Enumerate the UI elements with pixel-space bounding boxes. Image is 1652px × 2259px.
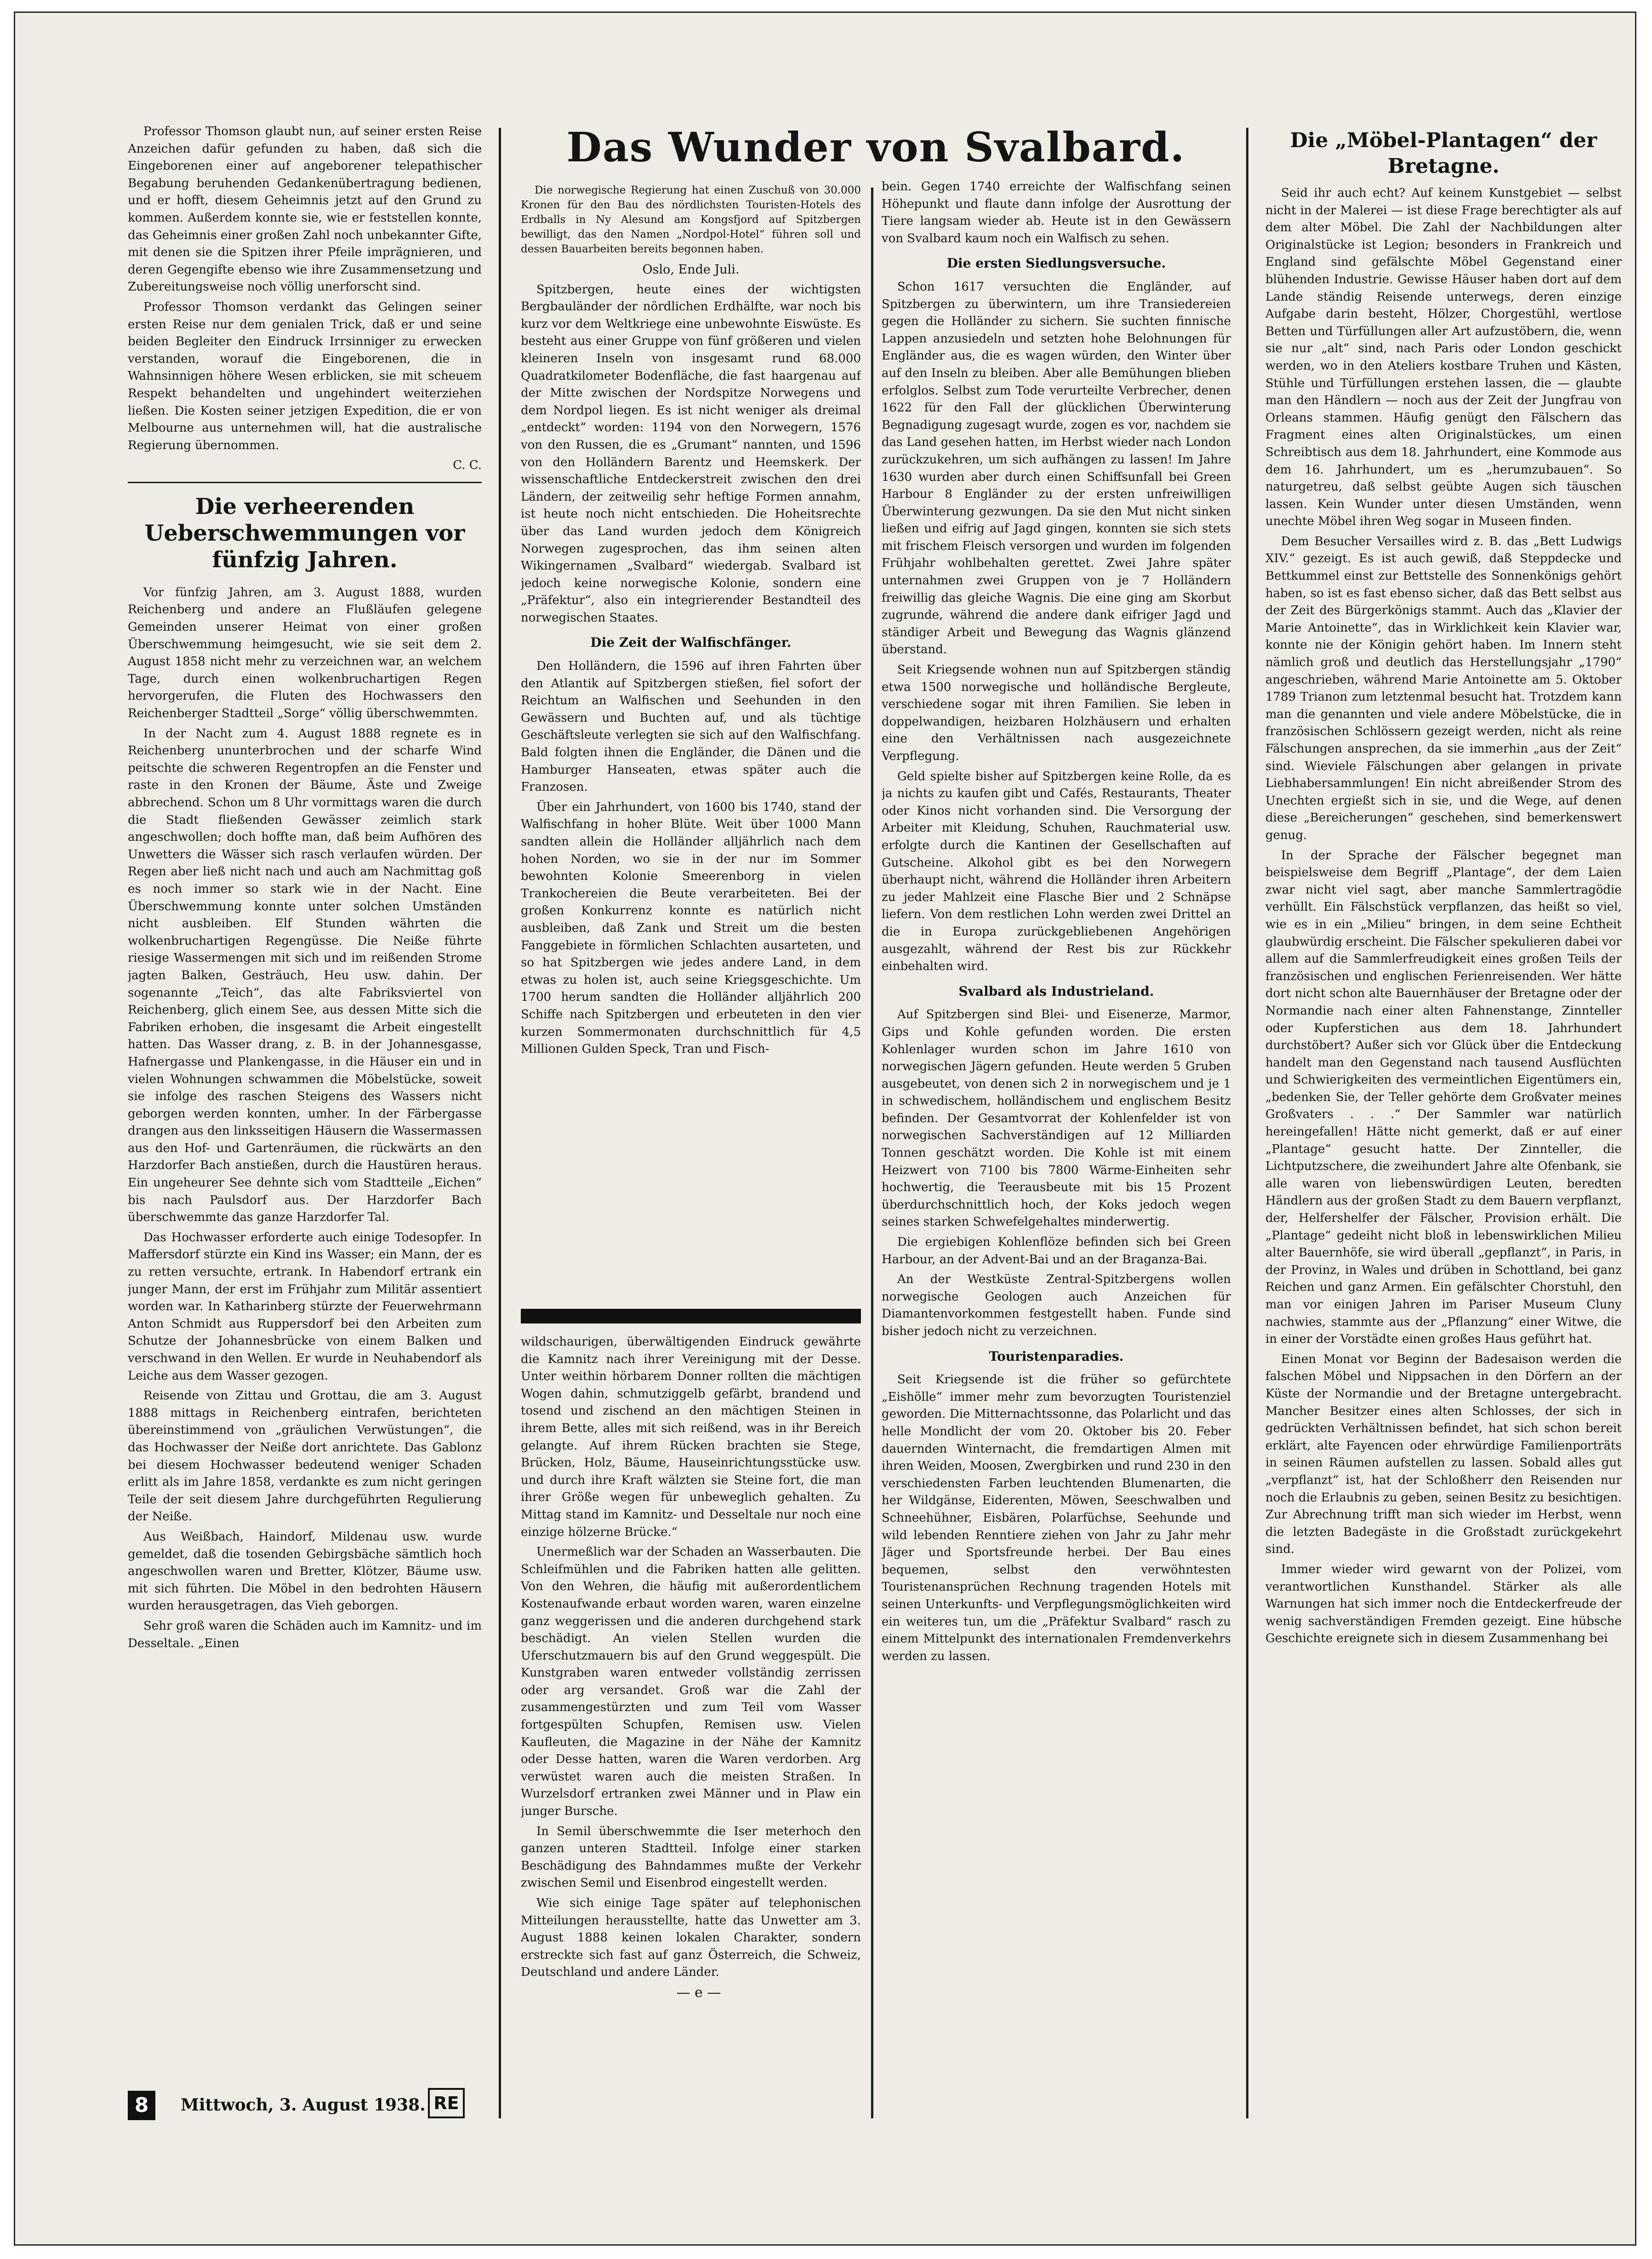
article-headline: Die verheerenden Ueberschwemmungen vor fünfzig Jahren. (144, 493, 465, 573)
article-paragraph: Reisende von Zittau und Grottau, die am 3. August 1888 mittags in Reichenberg eintrafen, berichteten übereinstimmend von „gräulichen Verwüstungen“, die das Hochwasser der Neiße dort anrichtete. Das Gablonz bei diesem Hochwasser bedeutend weniger Schaden erlitt als im Jahre 1858, verdankte es zum nicht geringen Teile der seit diesem Jahre durchgeführten Regulierung der Neiße. (128, 1389, 482, 1524)
article-paragraph: An der Westküste Zentral-Spitzbergens wollen norwegische Geologen auch Anzeichen für Diamantenvorkommen festgestellt haben. Funde sind bisher jedoch nicht zu verzeichnen. (882, 1272, 1231, 1338)
column-3 (882, 178, 1231, 2118)
article-paragraph: In der Sprache der Fälscher begegnet man beispielsweise dem Begriff „Plantage“, der dem Laien zwar nicht viel sagt, aber manche Sammlertragödie verhüllt. Ein Fälschstück verpflanzen, das heißt so viel, wie es in ein „Milieu“ bringen, in dem seine Echtheit glaubwürdig erscheint. Die Fälscher spekulieren dabei vor allem auf die Sammlerfreudigkeit eines großen Teils der französischen und englischen Ferienreisenden. Wer hätte dort nicht schon alte Bauernhäuser der Bretagne oder der Normandie nach einer alten Fahnenstange, Zinnteller oder Kupferstichen aus dem 18. Jahrhundert durchstöbert? Außer sich vor Glück über die Entdeckung handelt man den Gegenstand nach tausend Ausflüchten und Schwierigkeiten des vermeintlichen Eigentümers ein, „bedenken Sie, der Teller gehörte dem Großvater meines Großvaters . . .“ Der Sammler war natürlich hereingefallen! Hätte nicht gemerkt, daß er auf einer „Plantage“ gesucht hatte. Der Zinnteller, die Lichtputzschere, die zweihundert Jahre alte Ofenbank, sie alle waren von liebenswürdigen Leuten, beredten Händlern aus der großen Stadt zu dem Bauern verpflanzt, der, Helfershelfer der Fälscher, Provision erhält. Die „Plantage“ gedeiht nicht bloß in lebenswirklichen Milieu alter Bauernhöfe, sie wird überall „gepflanzt“, in Paris, in der Provinz, in Wales und drüben in Schottland, bei ganz Reichen und ganz Armen. Ein gefälschter Chorstuhl, den man vor einigen Jahren im Pariser Museum Cluny nachwies, stammte aus der „Pflanzung“ einer Witwe, die in einer der Vorstädte einen großes Haus geführt hat. (1265, 848, 1622, 1346)
article-paragraph: Aus Weißbach, Haindorf, Mildenau usw. wurde gemeldet, daß die tosenden Gebirgsbäche sämtlich hoch angeschwollen waren und Bretter, Klötzer, Bäume usw. mit sich führten. Die Möbel in den bedrohten Häusern wurden herausgetragen, das Vieh geborgen. (128, 1529, 482, 1613)
article-paragraph: bein. Gegen 1740 erreichte der Walfischfang seinen Höhepunkt und flaute dann infolge der Ausrottung der Tiere langsam wieder ab. Heute ist in den Gewässern von Svalbard kaum noch ein Walfisch zu sehen. (882, 180, 1231, 245)
article-signature: C. C. (453, 458, 482, 473)
dateline: Oslo, Ende Juli. (642, 262, 740, 277)
section-heading: Die Zeit der Walfischfänger. (590, 635, 792, 650)
article-paragraph: Über ein Jahrhundert, von 1600 bis 1740, stand der Walfischfang in hoher Blüte. Weit über 1000 Mann sandten allein die Holländer alljährlich nach dem hohen Norden, wo sie in der nur im Sommer bewohnten Kolonie Smeerenborg in vielen Trankochereien die Beute verarbeiteten. Bei der großen Konkurrenz konnte es natürlich nicht ausbleiben, daß Zank und Streit um die besten Fanggebiete in förmlichen Schlachten ausarteten, und so hat Spitzbergen wie jedes andere Land, in dem etwas zu holen ist, auch seine Kriegsgeschichte. Um 1700 herum sandten die Holländer alljährlich 200 Schiffe nach Spitzbergen und erbeuteten in den vier kurzen Sommermonaten durchschnittlich für 4,5 Millionen Gulden Speck, Tran und Fisch- (521, 800, 861, 1056)
article-paragraph: Professor Thomson glaubt nun, auf seiner ersten Reise Anzeichen dafür gefunden zu haben, daß sich die Eingeborenen einer auf angeborener telepathischer Begabung beruhenden Gedankenübertragung bedienen, und er hofft, diesem Geheimnis jetzt auf den Grund zu kommen. Außerdem konnte sie, wie er feststellen konnte, das Geheimnis einer großen Zahl noch unbekannter Gifte, mit denen sie die Spitzen ihrer Pfeile imprägnieren, und deren Gegengifte ebenso wie ihre Zusammensetzung und Zubereitungsweise noch völlig unerforscht sind. (128, 125, 482, 294)
issue-date: Mittwoch, 3. August 1938. (181, 2095, 426, 2115)
article-paragraph: Spitzbergen, heute eines der wichtigsten Bergbauländer der nördlichen Erdhälfte, war noch bis kurz vor dem Weltkriege eine unbewohnte Eiswüste. Es besteht aus einer Gruppe von fünf größeren und vielen kleineren Inseln von insgesamt rund 68.000 Quadratkilometer Bodenfläche, die fast haargenau auf der Mitte zwischen der Nordspitze Norwegens und dem Nordpol liegen. Es ist nicht weniger als dreimal „entdeckt“ worden: 1194 von den Norwegern, 1576 von den Russen, die es „Grumant“ nannten, und 1596 von den Holländern Barentz und Heemskerk. Der wissenschaftliche Entdeckerstreit zwischen den drei Ländern, der zeitweilig sehr heftige Formen annahm, ist heute noch nicht entschieden. Die Hoheitsrechte über das Land wurden jedoch dem Königreich Norwegen zugesprochen, das ihm seinen alten Wikingernamen „Svalbard“ wiedergab. Svalbard ist jedoch keine norwegische Kolonie, sondern eine „Präfektur“, also ein integrierender Bestandteil des norwegischen Staates. (521, 282, 861, 625)
section-divider (521, 1309, 861, 1323)
article-paragraph: Die ergiebigen Kohlenflöze befinden sich bei Green Harbour, an der Advent-Bai und an der Braganza-Bai. (882, 1235, 1231, 1266)
section-heading: Die ersten Siedlungsversuche. (946, 256, 1166, 271)
column-4 (1265, 123, 1622, 2137)
article-paragraph: Geld spielte bisher auf Spitzbergen keine Rolle, da es ja nichts zu kaufen gibt und Cafés, Restaurants, Theater oder Kinos nicht vorhanden sind. Die Versorgung der Arbeiter mit Kleidung, Schuhen, Rauchmaterial usw. erfolgte durch die Kantinen der Gesellschaften auf Gutscheine. Alkohol gibt es bei den Norwegern überhaupt nicht, während die Holländer ihren Arbeitern zu jeder Mahlzeit eine Flasche Bier und 2 Schnäpse liefern. Von dem restlichen Lohn werden zwei Drittel an die in Europa zurückgebliebenen Angehörigen ausgezahlt, während der Rest bis zur Rückkehr einbehalten wird. (882, 769, 1231, 974)
article-paragraph: In Semil überschwemmte die Iser meterhoch den ganzen unteren Stadtteil. Infolge einer starken Beschädigung des Bahndammes mußte der Verkehr zwischen Semil und Eisenbrod eingestellt werden. (521, 1824, 861, 1890)
newspaper-page (14, 11, 1636, 2246)
column-rule-3 (1246, 128, 1248, 2118)
section-heading: Touristenparadies. (989, 1348, 1124, 1364)
article-paragraph: Vor fünfzig Jahren, am 3. August 1888, wurden Reichenberg und andere an Flußläufen gelegene Gemeinden unserer Heimat von einer großen Überschwemmung heimgesucht, wie sie seit dem 2. August 1858 nicht mehr zu verzeichnen war, an welchem Tage, durch einen wolkenbruchartigen Regen hervorgerufen, die Fluten des Hochwassers den Reichenberger Stadtteil „Sorge“ völlig überschwemmten. (128, 585, 482, 721)
article-paragraph: Auf Spitzbergen sind Blei- und Eisenerze, Marmor, Gips und Kohle gefunden worden. Die ersten Kohlenlager wurden schon im Jahre 1610 von norwegischen Jägern gefunden. Heute werden 5 Gruben ausgebeutet, von denen sich 2 in norwegischem und je 1 in schwedischem, holländischem und englischem Besitz befinden. Der Gesamtvorrat der Kohlenfelder ist von norwegischen Sachverständigen auf 12 Milliarden Tonnen geschätzt worden. Die Kohle ist mit einem Heizwert von 7100 bis 7800 Wärme-Einheiten sehr hochwertig, die Teerausbeute mit bis 15 Prozent überdurchschnittlich hoch, der Koks jedoch wegen seines starken Schwefelgehaltes minderwertig. (882, 1008, 1231, 1229)
article-paragraph: In der Nacht zum 4. August 1888 regnete es in Reichenberg ununterbrochen und der scharfe Wind peitschte die schweren Regentropfen an die Fenster und raste in den Kronen der Bäume, Äste und Zweige abbrechend. Schon um 8 Uhr vormittags waren die durch die Stadt fließenden Gewässer zeimlich stark angeschwollen; doch hoffte man, daß beim Aufhören des Unwetters die Wässer sich rasch verlaufen würden. Der Regen aber ließ nicht nach und auch am Nachmittag goß es noch immer so stark wie in der Nacht. Eine Überschwemmung konnte unter solchen Umständen nicht ausbleiben. Elf Stunden währten die wolkenbruchartigen Regengüsse. Die Neiße führte riesige Wassermengen mit sich und im reißenden Strome jagten Balken, Gesträuch, Heu usw. dahin. Der sogenannte „Teich“, das alte Fabriksviertel von Reichenberg, glich einem See, aus dessen Mitte sich die Fabriken erhoben, die insgesamt die Arbeit eingestellt hatten. Das Wasser drang, z. B. in der Johannesgasse, Hafnergasse und Plankengasse, in die Häuser ein und in vielen Wohnungen schwammen die Möbelstücke, soweit sie infolge des raschen Steigens des Wassers nicht geborgen werden konnten, umher. In der Färbergasse drangen aus den linksseitigen Häusern die Wassermassen aus den Hof- und Gartenräumen, die rückwärts an den Harzdorfer Bach anstießen, durch die Haustüren heraus. Ein ungeheurer See dehnte sich vom Stadtteile „Eichen“ bis nach Paulsdorf aus. Der Harzdorfer Bach überschwemmte das ganze Harzdorfer Tal. (128, 726, 482, 1225)
article-paragraph: Das Hochwasser erforderte auch einige Todesopfer. In Maffersdorf stürzte ein Kind ins Wasser; ein Mann, der es zu retten versuchte, ertrank. In Habendorf ertrank ein junger Mann, der erst im Frühjahr zum Militär assentiert worden war. In Katharinberg stürzte der Feuerwehrmann Anton Schmidt aus Ruppersdorf bei den Arbeiten zum Schutze der Johannesbrücke von einem Balken und verschwand in den Wellen. Er wurde in Neuhabendorf als Leiche aus dem Wasser gezogen. (128, 1230, 482, 1383)
article-headline: Die „Möbel-Plantagen“ der Bretagne. (1290, 129, 1597, 178)
article-paragraph: Schon 1617 versuchten die Engländer, auf Spitzbergen zu überwintern, um ihre Transiedereien gegen die Holländer zu sichern. Sie suchten finnische Lappen anzusiedeln und setzten hohe Belohnungen für Engländer aus, die es wagen würden, den Winter über auf den Inseln zu bleiben. Aber alle Bemühungen blieben erfolglos. Selbst zum Tode verurteilte Verbrecher, denen 1622 für den Fall der glücklichen Überwinterung Begnadigung zugesagt wurde, zogen es vor, nachdem sie das Land gesehen hatten, im Herbst wieder nach London zurückzukehren, um sich aufhängen zu lassen! Im Jahre 1630 wurden aber durch einen Schiffsunfall bei Green Harbour 8 Engländer zu der ersten unfreiwilligen Überwinterung gezwungen. Da sie den Mut nicht sinken ließen und eifrig auf Jagd gingen, konnten sie sich stets mit frischem Fleisch versorgen und wurden im folgenden Frühjahr wohlbehalten gerettet. Zwei Jahre später unternahmen zwei Gruppen von je 7 Holländern freiwillig das gleiche Wagnis. Die eine ging am Skorbut zugrunde, während die andere dank eifriger Jagd und ständiger Arbeit und Bewegung das Wagnis glänzend überstand. (882, 280, 1231, 657)
article-paragraph: Wie sich einige Tage später auf telephonischen Mitteilungen herausstellte, hatte das Unwetter am 3. August 1888 keinen lokalen Charakter, sondern erstreckte sich fast auf ganz Österreich, die Schweiz, Deutschland und andere Länder. (521, 1896, 861, 1979)
page-number: 8 (128, 2091, 155, 2120)
article-paragraph: Unermeßlich war der Schaden an Wasserbauten. Die Schleifmühlen und die Fabriken hatten alle gelitten. Von den Wehren, die häufig mit außerordentlichem Kostenaufwande erbaut worden waren, waren einzelne ganz weggerissen und die anderen durchgehend stark beschädigt. An vielen Stellen wurden die Uferschutzmauern bis auf den Grund weggespült. Die Kunstgraben waren entweder vollständig zerrissen oder arg versandet. Groß war die Zahl der zusammengestürzten und zum Teil vom Wasser fortgespülten Schupfen, Remisen usw. Vielen Kaufleuten, die Magazine in der Nähe der Kamnitz oder Desse hatten, waren die Waren verdorben. Arg verwüstet waren auch die meisten Straßen. In Wurzelsdorf ertranken zwei Männer und in Plaw ein junger Bursche. (521, 1545, 861, 1819)
column-1 (128, 123, 482, 2086)
article-paragraph: Professor Thomson verdankt das Gelingen seiner ersten Reise nur dem genialen Trick, daß er und seine beiden Begleiter den Eindruck Irrsinniger zu erwecken verstanden, worauf die Eingeborenen, die in Wahnsinnigen höhere Wesen erblicken, sie mit scheuem Respekt behandelten und ungehindert weiterziehen ließen. Die Kosten seiner jetzigen Expedition, die er von Melbourne aus unternehmen will, hat die australische Regierung übernommen. (128, 300, 482, 452)
publisher-logo: RE (428, 2088, 465, 2118)
article-paragraph: Seit Kriegsende ist die früher so gefürchtete „Eishölle“ immer mehr zum bevorzugten Touristenziel geworden. Die Mitternachtssonne, das Polarlicht und das helle Mondlicht der vom 20. Oktober bis 20. Feber dauernden Winternacht, die fremdartigen Almen mit ihren Weiden, Moosen, Zwergbirken und rund 230 in den verschiedensten Farben leuchtenden Blumenarten, die her Wildgänse, Eiderenten, Möwen, Seeschwalben und Schneehühner, Eisbären, Polarfüchse, Seehunde und wild lebenden Renntiere ziehen von Jahr zu Jahr mehr Jäger und Sportsfreunde herbei. Der Bau eines bequemen, selbst den verwöhntesten Touristenansprüchen Rechnung tragenden Hotels mit seinen Unterkunfts- und Verpflegungsmöglichkeiten wird ein weiteres tun, um die „Präfektur Svalbard“ rasch zu einem Mittelpunkt des internationalen Fremdenverkehrs werden zu lassen. (882, 1373, 1231, 1663)
article-paragraph: Immer wieder wird gewarnt von der Polizei, vom verantwortlichen Kunsthandel. Stärker als alle Warnungen hat sich immer noch die Entdeckerfreude der wenig sachverständigen Fremden gezeigt. Eine hübsche Geschichte ereignete sich in diesem Zusammenhang bei (1265, 1562, 1622, 1646)
column-2-lower (521, 1302, 861, 2130)
column-rule-1 (499, 128, 501, 2118)
article-paragraph: Den Holländern, die 1596 auf ihren Fahrten über den Atlantik auf Spitzbergen stießen, fiel sofort der Reichtum an Walfischen und Seehunden in den Gewässern und Buchten auf, und als tüchtige Geschäftsleute verlegten sie sich auf den Walfischfang. Bald folgten ihnen die Engländer, die Dänen und die Hamburger Hanseaten, etwas später auch die Franzosen. (521, 659, 861, 794)
article-paragraph: Einen Monat vor Beginn der Badesaison werden die falschen Möbel und Nippsachen in den Dörfern an der Küste der Normandie und der Bretagne untergebracht. Mancher Besitzer eines alten Schlosses, der sich in gedrückten Verhältnissen befindet, hat sich schon bereit erklärt, alte Fayencen oder ehrwürdige Familienporträts in seinen Räumen aufstellen zu lassen. Sobald alles gut „verpflanzt“ ist, hat der Schloßherr den Reisenden nur noch die Erlaubnis zu geben, seinen Besitz zu besichtigen. Zur Abrechnung trifft man sich wieder im Herbst, wenn die letzten Badegäste in die Großstadt zurückgekehrt sind. (1265, 1352, 1622, 1557)
column-rule-2 (871, 188, 873, 2118)
article-paragraph: Sehr groß waren die Schäden auch im Kamnitz- und im Desseltale. „Einen (128, 1619, 482, 1650)
column-2 (521, 178, 861, 1291)
separator (128, 482, 482, 483)
article-paragraph: Dem Besucher Versailles wird z. B. das „Bett Ludwigs XIV.“ gezeigt. Es ist auch gewiß, daß Steppdecke und Bettkummel einst zur Bettstelle des Sonnenkönigs gehört haben, so ist es fast ebenso sicher, daß das Bett selbst aus der Zeit des Bürgerkönigs stammt. Auch das „Klavier der Marie Antoinette“, das in Wirklichkeit kein Klavier war, konnte nie der Königin gehört haben. Im Innern steht nämlich groß und deutlich das Herstellungsjahr „1790“ angeschrieben, während Marie Antoinette am 5. Oktober 1789 Trianon zum letztenmal besucht hat. Trotzdem kann man die genannten und viele andere Möbelstücke, die in französischen Schlössern gezeigt werden, nicht als reine Fälschungen ansprechen, da sie immerhin „aus der Zeit“ sind. Wieviele Fälschungen aber gelangen in private Liebhabersammlungen! Ein nicht abreißender Strom des Unechten ergießt sich in sie, und die Wege, auf denen diese „Bereicherungen“ geschehen, sind bemerkenswert genug. (1265, 534, 1622, 842)
article-paragraph: Seid ihr auch echt? Auf keinem Kunstgebiet — selbst nicht in der Malerei — ist diese Frage berechtigter als auf dem alter Möbel. Die Zahl der Nachbildungen alter Originalstücke ist Legion; besonders in Frankreich und England sind gefälschte Möbel Gegenstand einer blühenden Industrie. Gewisse Häuser haben dort auf dem Lande ständig Reisende unterwegs, deren einzige Aufgabe darin besteht, Hölzer, Chorgestühl, wertlose Betten und Türfüllungen aller Art aufzustöbern, die, wenn sie nur „alt“ sind, nach Paris oder London geschickt werden, wo in den Ateliers kostbare Truhen und Kästen, Stühle und Türfüllungen erstehen lassen, die — glaubte man den Händlern — noch aus der Zeit der Jungfrau von Orleans stammen. Häufig genügt den Fälschern das Fragment eines alten Originalstückes, um einen Schreibtisch aus dem 18. Jahrhundert, eine Kommode aus dem 16. Jahrhundert, um es „herumzubauen“. So naturgetreu, daß selbst geübte Augen sich täuschen lassen. Kein Wunder unter diesen Umständen, wenn unechte Möbel ihren Weg sogar in Museen finden. (1265, 186, 1622, 529)
article-paragraph: wildschaurigen, überwältigenden Eindruck gewährte die Kamnitz nach ihrer Vereinigung mit der Desse. Unter weithin hörbarem Donner rollten die mächtigen Wogen dahin, schmutziggelb gefärbt, brandend und tosend und zischend an den mächtigen Steinen in ihrem Bette, alles mit sich reißend, was in ihr Bereich gelangte. Auf ihrem Rücken brachten sie Stege, Brücken, Holz, Bäume, Hauseinrichtungsstücke usw. und durch ihre Kraft wälzten sie Steine fort, die man ihrer Größe wegen für unbeweglich gehalten. Zu Mittag stand im Kamnitz- und Desseltale nur noch eine einzige hölzerne Brücke.“ (521, 1335, 861, 1539)
article-end-mark: — e — (676, 1984, 721, 2001)
main-headline: Das Wunder von Svalbard. (566, 123, 1185, 171)
article-intro: Die norwegische Regierung hat einen Zuschuß von 30.000 Kronen für den Bau des nördlichsten Touristen-Hotels des Erdballs in Ny Alesund am Kongsfjord auf Spitzbergen bewilligt, das den Namen „Nordpol-Hotel“ führen soll und dessen Bauarbeiten bereits begonnen haben. (521, 184, 861, 255)
section-heading: Svalbard als Industrieland. (958, 983, 1154, 999)
article-paragraph: Seit Kriegsende wohnen nun auf Spitzbergen ständig etwa 1500 norwegische und holländische Bergleute, verschiedene sogar mit ihren Familien. Sie leben in doppelwandigen, heizbaren Holzhäusern und erhalten eine den Verhältnissen nach ausgezeichnete Verpflegung. (882, 663, 1231, 763)
